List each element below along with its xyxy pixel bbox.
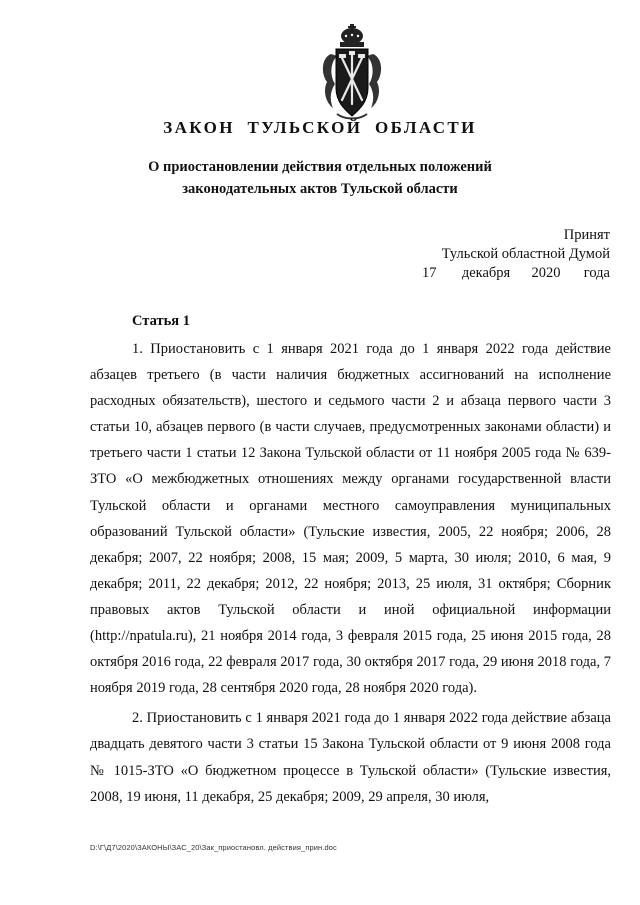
article-paragraph-2: 2. Приостановить с 1 января 2021 года до 1 января 2022 года действие абзаца двадцать девятого части 3 статьи 15 Закона Тульской области от 9 июня 2008 года № 1015-ЗТО «О бюджетном процессе в Тульской области» (Тульские известия, 2008, 19 июня, 11 декабря, 25 декабря; 2009, 29 апреля, 30 июля, [90, 710, 611, 805]
article-heading: Статья 1 [132, 313, 190, 329]
adoption-line-1: Принят [563, 227, 610, 243]
subtitle-line-2: законодательных актов Тульской области [182, 181, 458, 197]
adoption-suffix: года [583, 265, 610, 281]
adoption-month: декабря [461, 265, 511, 281]
document-title: ЗАКОН ТУЛЬСКОЙ ОБЛАСТИ [163, 118, 477, 137]
adoption-date [422, 264, 610, 283]
document-subtitle [0, 156, 640, 200]
article-paragraph-1: 1. Приостановить с 1 января 2021 года до 1 января 2022 года действие абзацев третьего (в части наличия бюджетных ассигнований на исполнение расходных обязательств), шестого и седьмого части 2 и абзаца первого части 3 статьи 10, абзацев первого (в части случаев, предусмотренных законами области) и третьего части 1 статьи 12 Закона Тульской области от 11 ноября 2005 года № 639-ЗТО «О межбюджетных отношениях между органами государственной власти Тульской области и органами местного самоуправления муниципальных образований Тульской области» (Тульские известия, 2005, 22 ноября; 2006, 28 декабря; 2007, 22 ноября; 2008, 15 мая; 2009, 5 марта, 30 июля; 2010, 6 мая, 9 декабря; 2011, 22 декабря; 2012, 22 ноября; 2013, 25 июля, 31 октября; Сборник правовых актов Тульской области и иной официальной информации (http://npatula.ru), 21 ноября 2014 года, 3 февраля 2015 года, 25 июня 2015 года, 28 октября 2016 года, 22 февраля 2017 года, 30 октября 2017 года, 29 июня 2018 года, 7 ноября 2019 года, 28 сентября 2020 года, 28 ноября 2020 года). [90, 341, 611, 697]
adoption-day: 17 [422, 265, 437, 281]
adoption-block [422, 226, 610, 283]
file-path-footer: D:\Г\Д7\2020\ЗАКОНЫ\ЗАС_20\Зак_приостановл. действия_прин.doc [90, 843, 337, 852]
adoption-line-2: Тульской областной Думой [441, 246, 610, 262]
article-body [90, 336, 611, 810]
tula-coat-of-arms-emblem [319, 24, 385, 124]
subtitle-line-1: О приостановлении действия отдельных положений [148, 159, 492, 175]
adoption-year: 2020 [531, 265, 561, 281]
